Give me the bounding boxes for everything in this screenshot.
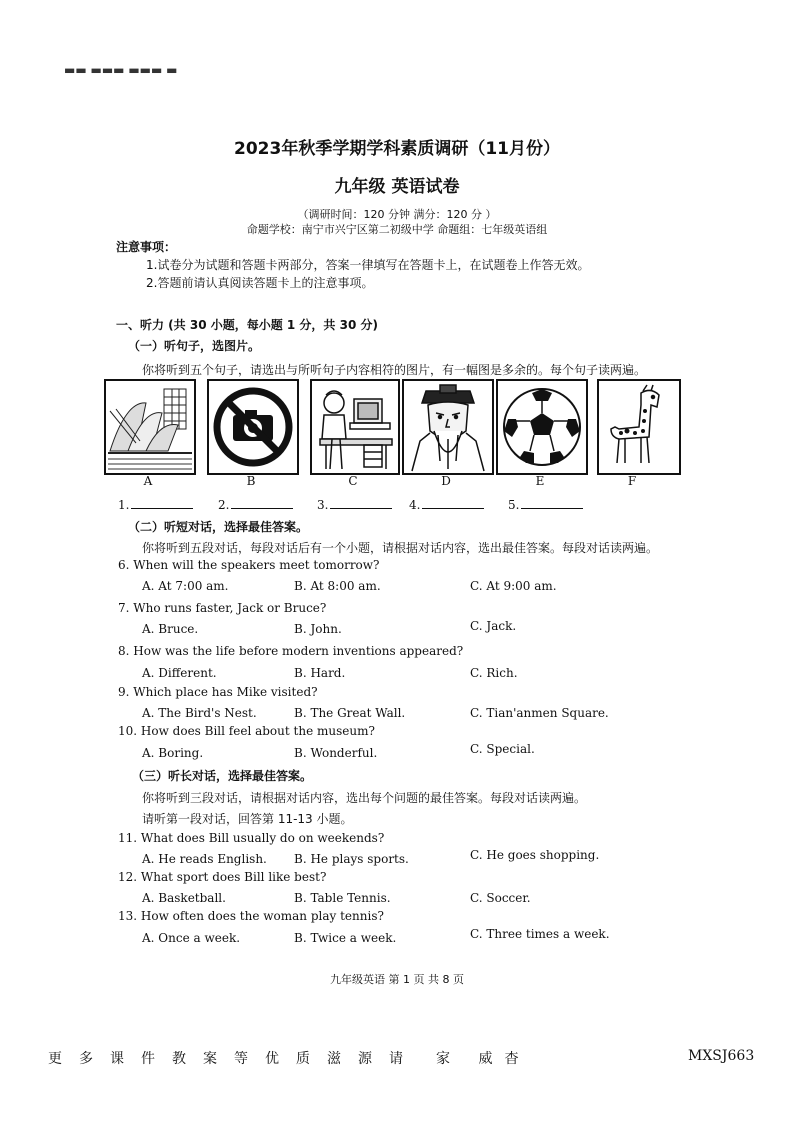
picture-label-b: B: [246, 474, 256, 488]
question-6: 6. When will the speakers meet tomorrow?: [118, 558, 380, 572]
picture-a: [104, 379, 196, 475]
option-6c[interactable]: C. At 9:00 am.: [470, 579, 557, 593]
picture-f: [597, 379, 681, 475]
advert-text: 更多课件教案等优质滋源请: [48, 1051, 420, 1067]
picture-b: [207, 379, 299, 475]
picture-d: [402, 379, 494, 475]
part1-instruction: 你将听到五个句子，请选出与所听句子内容相符的图片，有一幅图是多余的。每个句子读两遍。: [142, 363, 647, 377]
exam-time: （调研时间：120 分钟 满分：120 分 ）: [297, 208, 497, 221]
option-12b[interactable]: B. Table Tennis.: [294, 891, 391, 905]
question-10: 10. How does Bill feel about the museum?: [118, 724, 375, 738]
blank-line: [231, 496, 293, 509]
question-7: 7. Who runs faster, Jack or Bruce?: [118, 601, 327, 615]
notes-item-1: 1.试卷分为试题和答题卡两部分，答案一律填写在答题卡上，在试题卷上作答无效。: [146, 258, 590, 272]
option-11a[interactable]: A. He reads English.: [142, 852, 267, 866]
option-13c[interactable]: C. Three times a week.: [470, 927, 610, 941]
picture-label-a: A: [143, 474, 153, 488]
question-12: 12. What sport does Bill like best?: [118, 870, 327, 884]
option-7a[interactable]: A. Bruce.: [142, 622, 199, 636]
option-10c[interactable]: C. Special.: [470, 742, 535, 756]
section-listening-heading: 一、听力 (共 30 小题，每小题 1 分，共 30 分): [116, 318, 378, 332]
answer-blank-4[interactable]: [409, 496, 484, 512]
option-10b[interactable]: B. Wonderful.: [294, 746, 378, 760]
part3-heading: （三）听长对话，选择最佳答案。: [132, 769, 313, 783]
picture-label-f: F: [627, 474, 637, 488]
blank-line: [521, 496, 583, 509]
option-6b[interactable]: B. At 8:00 am.: [294, 579, 381, 593]
option-9b[interactable]: B. The Great Wall.: [294, 706, 406, 720]
option-8c[interactable]: C. Rich.: [470, 666, 518, 680]
giraffe-icon: [599, 381, 679, 473]
option-7b[interactable]: B. John.: [294, 622, 342, 636]
blank-number: 5.: [508, 498, 520, 512]
computer-user-icon: [312, 381, 398, 473]
option-6a[interactable]: A. At 7:00 am.: [142, 579, 229, 593]
option-11b[interactable]: B. He plays sports.: [294, 852, 409, 866]
notes-item-2: 2.答题前请认真阅读答题卡上的注意事项。: [146, 276, 374, 290]
blank-number: 4.: [409, 498, 421, 512]
page-footer: 九年级英语 第 1 页 共 8 页: [330, 973, 464, 986]
advert-tail: 家 威杳: [436, 1051, 531, 1067]
option-11c[interactable]: C. He goes shopping.: [470, 848, 600, 862]
no-camera-icon: [209, 381, 297, 473]
exam-school: 命题学校：南宁市兴宁区第二初级中学 命题组：七年级英语组: [246, 223, 548, 236]
option-10a[interactable]: A. Boring.: [142, 746, 204, 760]
option-8b[interactable]: B. Hard.: [294, 666, 346, 680]
blank-line: [131, 496, 193, 509]
option-13a[interactable]: A. Once a week.: [142, 931, 241, 945]
answer-blank-1[interactable]: [118, 496, 193, 512]
question-8: 8. How was the life before modern inventions appeared?: [118, 644, 464, 658]
option-9c[interactable]: C. Tian'anmen Square.: [470, 706, 609, 720]
answer-blank-3[interactable]: [317, 496, 392, 512]
option-13b[interactable]: B. Twice a week.: [294, 931, 397, 945]
exam-subtitle: 九年级 英语试卷: [334, 177, 460, 197]
picture-c: [310, 379, 400, 475]
advert-code: MXSJ663: [688, 1048, 755, 1064]
option-8a[interactable]: A. Different.: [142, 666, 217, 680]
picture-label-d: D: [441, 474, 451, 488]
question-13: 13. How often does the woman play tennis?: [118, 909, 384, 923]
blank-line: [330, 496, 392, 509]
option-7c[interactable]: C. Jack.: [470, 619, 517, 633]
answer-blank-2[interactable]: [218, 496, 293, 512]
notes-heading: 注意事项：: [116, 240, 177, 254]
part3-sub-instruction: 请听第一段对话，回答第 11-13 小题。: [142, 812, 353, 826]
blank-number: 3.: [317, 498, 329, 512]
scan-mark: ▬▬ ▬▬▬ ▬▬▬ ▬: [64, 63, 178, 77]
picture-label-c: C: [348, 474, 358, 488]
blank-number: 2.: [218, 498, 230, 512]
exam-title: 2023年秋季学期学科素质调研（11月份）: [234, 139, 560, 159]
picture-label-e: E: [535, 474, 545, 488]
part3-instruction: 你将听到三段对话，请根据对话内容，选出每个问题的最佳答案。每段对话读两遍。: [142, 791, 587, 805]
option-12a[interactable]: A. Basketball.: [142, 891, 226, 905]
blank-line: [422, 496, 484, 509]
blank-number: 1.: [118, 498, 130, 512]
picture-e: [496, 379, 588, 475]
part2-heading: （二）听短对话，选择最佳答案。: [128, 520, 309, 534]
soccer-ball-icon: [498, 381, 586, 473]
answer-blank-5[interactable]: [508, 496, 583, 512]
question-9: 9. Which place has Mike visited?: [118, 685, 318, 699]
option-9a[interactable]: A. The Bird's Nest.: [142, 706, 257, 720]
part1-heading: （一）听句子，选图片。: [128, 339, 261, 353]
part2-instruction: 你将听到五段对话，每段对话后有一个小题，请根据对话内容，选出最佳答案。每段对话读两遍。: [142, 541, 659, 555]
option-12c[interactable]: C. Soccer.: [470, 891, 531, 905]
confucius-icon: [404, 381, 492, 473]
opera-house-icon: [106, 381, 194, 473]
question-11: 11. What does Bill usually do on weekends?: [118, 831, 385, 845]
